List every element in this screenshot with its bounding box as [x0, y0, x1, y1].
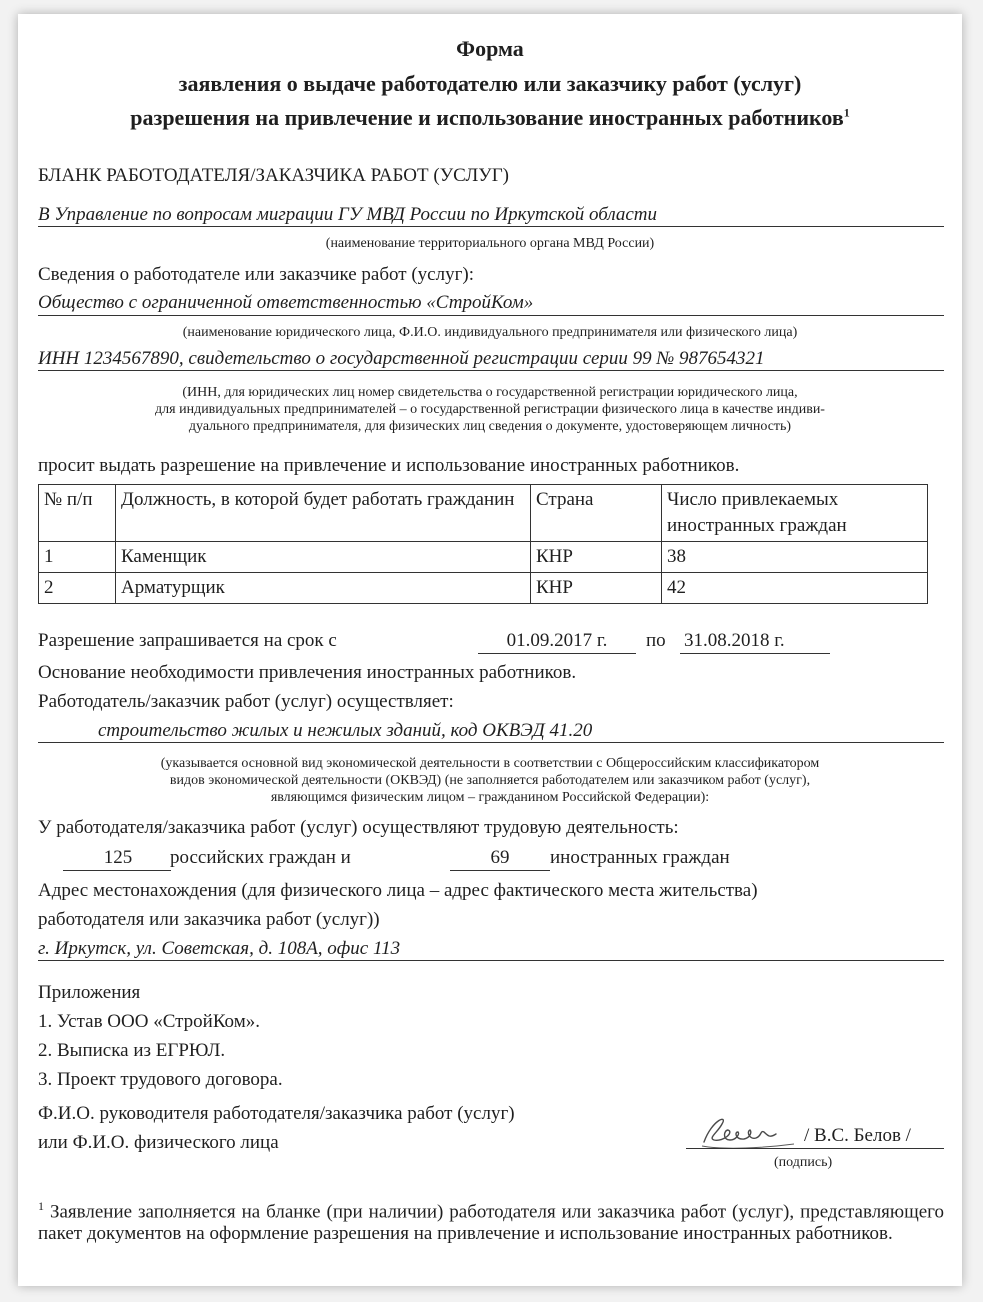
row-count: 38 [662, 542, 928, 573]
recipient-value: В Управление по вопросам миграции ГУ МВД России по Иркутской области [38, 204, 658, 225]
footnote [38, 1195, 944, 1245]
employer-reg-hint-3: дуального предпринимателя, для физических лиц сведения о документе, удостоверяющем личность) [188, 419, 792, 434]
row-num: 1 [39, 542, 116, 573]
header-num: № п/п [39, 485, 116, 542]
activity-underline [38, 742, 944, 743]
signature-underline [686, 1148, 944, 1149]
row-position: Арматурщик [116, 573, 531, 604]
employer-reg: ИНН 1234567890, свидетельство о государственной регистрации серии 99 № 987654321 [38, 348, 765, 369]
attachment-item: 3. Проект трудового договора. [38, 1069, 283, 1090]
employer-reg-hint-2: для индивидуальных предпринимателей – о государственной регистрации физического лица в качестве индиви- [155, 402, 825, 417]
header-country: Страна [531, 485, 662, 542]
title-line-3-text: разрешения на привлечение и использование иностранных работников [130, 105, 844, 130]
foreign-count: 69 [490, 847, 510, 868]
activity-value: строительство жилых и нежилых зданий, код ОКВЭД 41.20 [98, 720, 593, 741]
table-row [39, 573, 928, 604]
header-position: Должность, в которой будет работать гражданин [116, 485, 531, 542]
employer-reg-underline [38, 370, 944, 371]
employer-name: Общество с ограниченной ответственностью «СтройКом» [38, 292, 534, 313]
blank-label: БЛАНК РАБОТОДАТЕЛЯ/ЗАКАЗЧИКА РАБОТ (УСЛУГ) [38, 165, 510, 186]
employer-name-underline [38, 315, 944, 316]
document-page [18, 14, 962, 1286]
period-to-label: по [646, 630, 666, 651]
russian-count-underline [63, 870, 171, 871]
activity-hint-1: (указывается основной вид экономической деятельности в соответствии с Общероссийским классификатором [160, 756, 820, 771]
address-value: г. Иркутск, ул. Советская, д. 108А, офис 113 [38, 938, 401, 959]
russian-count: 125 [103, 847, 133, 868]
row-count: 42 [662, 573, 928, 604]
title-line-1: Форма [456, 36, 524, 61]
signature-label-1: Ф.И.О. руководителя работодателя/заказчика работ (услуг) [38, 1103, 515, 1124]
period-from-underline [478, 653, 636, 654]
period-to-underline [680, 653, 830, 654]
employer-reg-hint-1: (ИНН, для юридических лиц номер свидетельства о государственной регистрации юридического лица, [182, 385, 798, 400]
signature-scribble-icon [694, 1106, 804, 1152]
attachments-title: Приложения [38, 982, 141, 1003]
header-count: Число привлекаемых иностранных граждан [662, 485, 928, 542]
handwritten-signature [694, 1106, 804, 1152]
employer-name-hint: (наименование юридического лица, Ф.И.О. индивидуального предпринимателя или физического лица) [182, 325, 798, 340]
address-label-1: Адрес местонахождения (для физического лица – адрес фактического места жительства) [38, 880, 758, 901]
activity-hint-2: видов экономической деятельности (ОКВЭД) (не заполняется работодателем или заказчиком работ (услуг), [169, 773, 811, 788]
period-label: Разрешение запрашивается на срок с [38, 630, 337, 651]
employer-label: Сведения о работодателе или заказчике работ (услуг): [38, 264, 474, 285]
recipient-underline [38, 226, 944, 227]
signature-label-2: или Ф.И.О. физического лица [38, 1132, 279, 1153]
request-text: просит выдать разрешение на привлечение и использование иностранных работников. [38, 455, 740, 476]
table-row [39, 542, 928, 573]
row-country: КНР [531, 573, 662, 604]
workforce-label: У работодателя/заказчика работ (услуг) осуществляют трудовую деятельность: [38, 817, 679, 838]
address-label-2: работодателя или заказчика работ (услуг)) [38, 909, 380, 930]
title-footnote-mark: 1 [843, 105, 850, 120]
activity-hint-3: являющимся физическим лицом – гражданином Российской Федерации): [270, 790, 710, 805]
footnote-mark: 1 [38, 1199, 44, 1213]
period-from: 01.09.2017 г. [506, 630, 608, 651]
address-underline [38, 960, 944, 961]
row-position: Каменщик [116, 542, 531, 573]
title-line-2: заявления о выдаче работодателю или заказчику работ (услуг) [178, 71, 802, 96]
period-to: 31.08.2018 г. [684, 630, 785, 651]
foreign-count-underline [450, 870, 550, 871]
foreign-label: иностранных граждан [550, 847, 730, 868]
title-line-3 [18, 105, 962, 131]
workers-table [38, 484, 928, 604]
footnote-text: Заявление заполняется на бланке (при наличии) работодателя или заказчика работ (услуг), представляющего пакет документов на оформление разрешения на привлечение и использование иностранных работников. [38, 1201, 945, 1245]
signatory-name: / В.С. Белов / [804, 1125, 911, 1146]
attachment-item: 2. Выписка из ЕГРЮЛ. [38, 1040, 226, 1061]
table-header-row [39, 485, 928, 542]
row-num: 2 [39, 573, 116, 604]
basis-label: Основание необходимости привлечения иностранных работников. [38, 662, 577, 683]
row-country: КНР [531, 542, 662, 573]
recipient-hint: (наименование территориального органа МВД России) [325, 236, 655, 251]
russian-label: российских граждан и [170, 847, 351, 868]
signature-hint: (подпись) [774, 1155, 833, 1170]
activity-label: Работодатель/заказчик работ (услуг) осуществляет: [38, 691, 454, 712]
attachment-item: 1. Устав ООО «СтройКом». [38, 1011, 260, 1032]
